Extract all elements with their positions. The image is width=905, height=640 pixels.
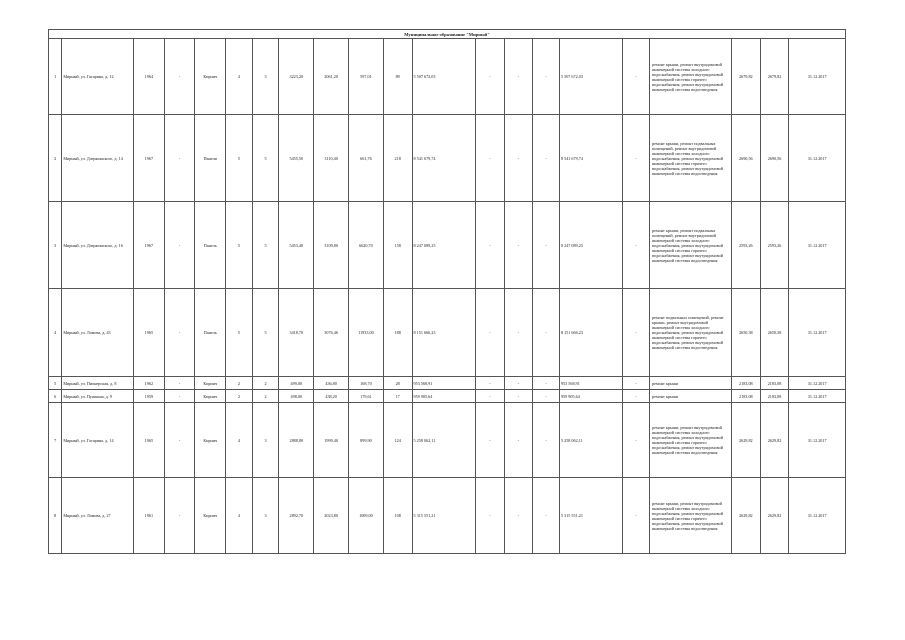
cell-date: 31.12.2017	[789, 377, 846, 390]
cell-area-total: 499,00	[279, 377, 314, 390]
table-row	[49, 202, 846, 289]
cell-floors: 4	[226, 403, 253, 478]
cell-date: 31.12.2017	[789, 478, 846, 554]
cell-unit1: 2183,08	[731, 377, 760, 390]
cell-works: ремонт крыши	[650, 390, 732, 403]
table-row	[49, 289, 846, 377]
cell-area-other: 179,61	[349, 390, 384, 403]
cell-material: Кирпич	[195, 403, 226, 478]
cell-d2: -	[475, 289, 504, 377]
cell-area-res: 3076,46	[314, 289, 349, 377]
cell-residents: 17	[383, 390, 412, 403]
cell-area-res: 2023,80	[314, 478, 349, 554]
cell-d3: -	[504, 403, 533, 478]
cell-year: 1967	[133, 202, 164, 289]
cell-d2: -	[475, 202, 504, 289]
cell-floors: 4	[226, 478, 253, 554]
table-row	[49, 377, 846, 390]
cell-residents: 28	[383, 377, 412, 390]
cell-address: Мирный, ул. Гагарина, д. 12	[62, 39, 134, 115]
cell-d4: -	[533, 289, 560, 377]
cell-works: ремонт крыши	[650, 377, 732, 390]
cell-unit1: 2690,56	[731, 115, 760, 202]
cell-d2: -	[475, 390, 504, 403]
cell-unit2: 2629,82	[760, 478, 789, 554]
cell-cost2: 5 258 062,11	[559, 403, 622, 478]
cell-cost: 8 247 089,25	[412, 202, 475, 289]
cell-d5: -	[623, 289, 650, 377]
title-row	[49, 30, 846, 39]
cell-works: ремонт крыши, ремонт внутридомовой инженерной системы холодного водоснабжения, ремонт внутридомовой инженерной системы горячего водоснабжения, ремонт внутридомовой инженерной системы водоотведения	[650, 478, 732, 554]
cell-address: Мирный, ул. Дзержинского, д. 16	[62, 202, 134, 289]
cell-dash1: -	[164, 478, 195, 554]
cell-area-other: 1009,00	[349, 478, 384, 554]
cell-cost2: 8 541 679,74	[559, 115, 622, 202]
cell-unit2: 2593,26	[760, 202, 789, 289]
cell-n: 3	[49, 202, 62, 289]
cell-floors: 5	[226, 289, 253, 377]
table-body	[49, 30, 846, 554]
cell-area-other: 11933,00	[349, 289, 384, 377]
cell-unit1: 2593,26	[731, 202, 760, 289]
cell-dash1: -	[164, 403, 195, 478]
cell-n: 5	[49, 377, 62, 390]
cell-year: 1961	[133, 478, 164, 554]
cell-floors: 5	[226, 202, 253, 289]
cell-unit1: 2679,82	[731, 39, 760, 115]
table-row	[49, 478, 846, 554]
cell-date: 31.12.2017	[789, 403, 846, 478]
cell-d5: -	[623, 39, 650, 115]
cell-d2: -	[475, 478, 504, 554]
cell-year: 1967	[133, 115, 164, 202]
cell-n: 7	[49, 403, 62, 478]
cell-unit1: 2629,82	[731, 403, 760, 478]
cell-cost: 959 905,64	[412, 390, 475, 403]
cell-address: Мирный, ул. Пионерская, д. 8	[62, 377, 134, 390]
cell-n: 1	[49, 39, 62, 115]
cell-area-other: 899,90	[349, 403, 384, 478]
cell-residents: 124	[383, 403, 412, 478]
cell-d2: -	[475, 403, 504, 478]
cell-works: ремонт крыши, ремонт внутридомовой инженерной системы холодного водоснабжения, ремонт внутридомовой инженерной системы горячего водоснабжения, ремонт внутридомовой инженерной системы водоотведения	[650, 403, 732, 478]
cell-area-other: 597,01	[349, 39, 384, 115]
cell-area-total: 2888,80	[279, 403, 314, 478]
cell-address: Мирный, ул. Ломова, д. 27	[62, 478, 134, 554]
cell-d3: -	[504, 390, 533, 403]
cell-works: ремонт крыши, ремонт внутридомовой инженерной системы холодного водоснабжения, ремонт внутридомовой инженерной системы горячего водоснабжения, ремонт внутридомовой инженерной системы водоотведения	[650, 39, 732, 115]
cell-material: Кирпич	[195, 478, 226, 554]
cell-n: 8	[49, 478, 62, 554]
cell-date: 31.12.2017	[789, 115, 846, 202]
cell-n: 2	[49, 115, 62, 202]
table-row	[49, 115, 846, 202]
cell-address: Мирный, ул. Ломова, д. 43	[62, 289, 134, 377]
cell-works: ремонт крыши, ремонт подвальных помещений, ремонт внутридомовой инженерной системы холодного водоснабжения, ремонт внутридомовой инженерной системы горячего водоснабжения, ремонт внутридомовой инженерной системы водоотведения	[650, 202, 732, 289]
cell-unit1: 2650,38	[731, 289, 760, 377]
cell-area-total: 3223,20	[279, 39, 314, 115]
cell-area-total: 5455,50	[279, 115, 314, 202]
cell-unit1: 2183,08	[731, 390, 760, 403]
cell-area-res: 3110,40	[314, 115, 349, 202]
cell-date: 31.12.2017	[789, 39, 846, 115]
cell-d5: -	[623, 390, 650, 403]
cell-date: 31.12.2017	[789, 289, 846, 377]
cell-d4: -	[533, 377, 560, 390]
cell-unit2: 2690,56	[760, 115, 789, 202]
cell-area-res: 2061,20	[314, 39, 349, 115]
cell-cost2: 8 151 666,23	[559, 289, 622, 377]
cell-works: ремонт крыши, ремонт подвальных помещений, ремонт внутридомовой инженерной системы холодного водоснабжения, ремонт внутридомовой инженерной системы горячего водоснабжения, ремонт внутридомовой инженерной системы водоотведения	[650, 115, 732, 202]
cell-d4: -	[533, 403, 560, 478]
cell-floors: 5	[226, 115, 253, 202]
cell-d4: -	[533, 202, 560, 289]
cell-address: Мирный, ул. Дзержинского, д. 14	[62, 115, 134, 202]
cell-floors: 2	[226, 390, 253, 403]
cell-area-res: 1999,40	[314, 403, 349, 478]
cell-year: 1965	[133, 289, 164, 377]
cell-dash1: -	[164, 289, 195, 377]
cell-area-res: 3109,80	[314, 202, 349, 289]
table-row	[49, 390, 846, 403]
cell-cost: 5 258 062,11	[412, 403, 475, 478]
housing-table	[48, 29, 846, 554]
cell-area-res: 438,20	[314, 390, 349, 403]
cell-dash1: -	[164, 115, 195, 202]
cell-cost: 8 541 679,74	[412, 115, 475, 202]
cell-works: ремонт подвальных помещений, ремонт крыши, ремонт внутридомовой инженерной системы холодного водоснабжения, ремонт внутридомовой инженерной системы горячего водоснабжения, ремонт внутридомовой инженерной системы водоотведения	[650, 289, 732, 377]
cell-floors: 2	[226, 377, 253, 390]
cell-area-other: 168,70	[349, 377, 384, 390]
cell-year: 1964	[133, 39, 164, 115]
cell-year: 1962	[133, 377, 164, 390]
cell-year: 1959	[133, 390, 164, 403]
cell-year: 1965	[133, 403, 164, 478]
cell-d3: -	[504, 115, 533, 202]
cell-area-other: 6620,70	[349, 202, 384, 289]
table-row	[49, 39, 846, 115]
cell-area-res: 436,80	[314, 377, 349, 390]
cell-unit1: 2629,82	[731, 478, 760, 554]
cell-cost: 5 507 672,03	[412, 39, 475, 115]
cell-cost2: 953 568,91	[559, 377, 622, 390]
cell-entrances: 3	[252, 478, 279, 554]
document-sheet	[48, 29, 846, 618]
cell-residents: 218	[383, 115, 412, 202]
cell-d4: -	[533, 478, 560, 554]
cell-cost2: 5 507 672,03	[559, 39, 622, 115]
cell-unit2: 2650,38	[760, 289, 789, 377]
cell-material: Кирпич	[195, 377, 226, 390]
cell-entrances: 5	[252, 202, 279, 289]
cell-d2: -	[475, 39, 504, 115]
cell-d4: -	[533, 39, 560, 115]
cell-d3: -	[504, 377, 533, 390]
cell-cost2: 5 315 551,21	[559, 478, 622, 554]
cell-cost: 5 315 551,21	[412, 478, 475, 554]
cell-entrances: 3	[252, 403, 279, 478]
cell-d5: -	[623, 202, 650, 289]
cell-area-total: 3418,70	[279, 289, 314, 377]
cell-address: Мирный, ул. Гагарина, д. 14	[62, 403, 134, 478]
cell-d3: -	[504, 202, 533, 289]
cell-unit2: 2679,82	[760, 39, 789, 115]
cell-d3: -	[504, 289, 533, 377]
cell-entrances: 2	[252, 390, 279, 403]
cell-d3: -	[504, 39, 533, 115]
cell-entrances: 2	[252, 377, 279, 390]
cell-cost2: 959 905,64	[559, 390, 622, 403]
cell-d5: -	[623, 403, 650, 478]
cell-d4: -	[533, 115, 560, 202]
cell-residents: 158	[383, 202, 412, 289]
cell-residents: 89	[383, 39, 412, 115]
cell-dash1: -	[164, 39, 195, 115]
cell-material: Панели	[195, 115, 226, 202]
cell-d3: -	[504, 478, 533, 554]
cell-cost2: 8 247 089,25	[559, 202, 622, 289]
cell-area-other: 661,76	[349, 115, 384, 202]
cell-material: Кирпич	[195, 39, 226, 115]
cell-unit2: 2629,82	[760, 403, 789, 478]
cell-d5: -	[623, 478, 650, 554]
table-row	[49, 403, 846, 478]
cell-d2: -	[475, 377, 504, 390]
cell-entrances: 3	[252, 39, 279, 115]
cell-material: Панель	[195, 289, 226, 377]
cell-area-total: 2892,70	[279, 478, 314, 554]
cell-d4: -	[533, 390, 560, 403]
cell-unit2: 2183,08	[760, 377, 789, 390]
cell-residents: 188	[383, 289, 412, 377]
cell-material: Кирпич	[195, 390, 226, 403]
cell-dash1: -	[164, 202, 195, 289]
cell-d5: -	[623, 115, 650, 202]
cell-cost: 953 568,91	[412, 377, 475, 390]
cell-floors: 4	[226, 39, 253, 115]
cell-cost: 8 151 666,23	[412, 289, 475, 377]
cell-address: Мирный, ул. Пушкина, д. 9	[62, 390, 134, 403]
cell-n: 4	[49, 289, 62, 377]
cell-entrances: 5	[252, 115, 279, 202]
cell-residents: 108	[383, 478, 412, 554]
cell-entrances: 5	[252, 289, 279, 377]
cell-date: 31.12.2017	[789, 390, 846, 403]
cell-area-total: 498,00	[279, 390, 314, 403]
cell-material: Панель	[195, 202, 226, 289]
cell-dash1: -	[164, 390, 195, 403]
cell-area-total: 5453,40	[279, 202, 314, 289]
cell-date: 31.12.2017	[789, 202, 846, 289]
cell-d5: -	[623, 377, 650, 390]
cell-n: 6	[49, 390, 62, 403]
cell-dash1: -	[164, 377, 195, 390]
cell-d2: -	[475, 115, 504, 202]
table-title: Муниципальное образование "Мирный"	[49, 30, 846, 39]
cell-unit2: 2183,08	[760, 390, 789, 403]
